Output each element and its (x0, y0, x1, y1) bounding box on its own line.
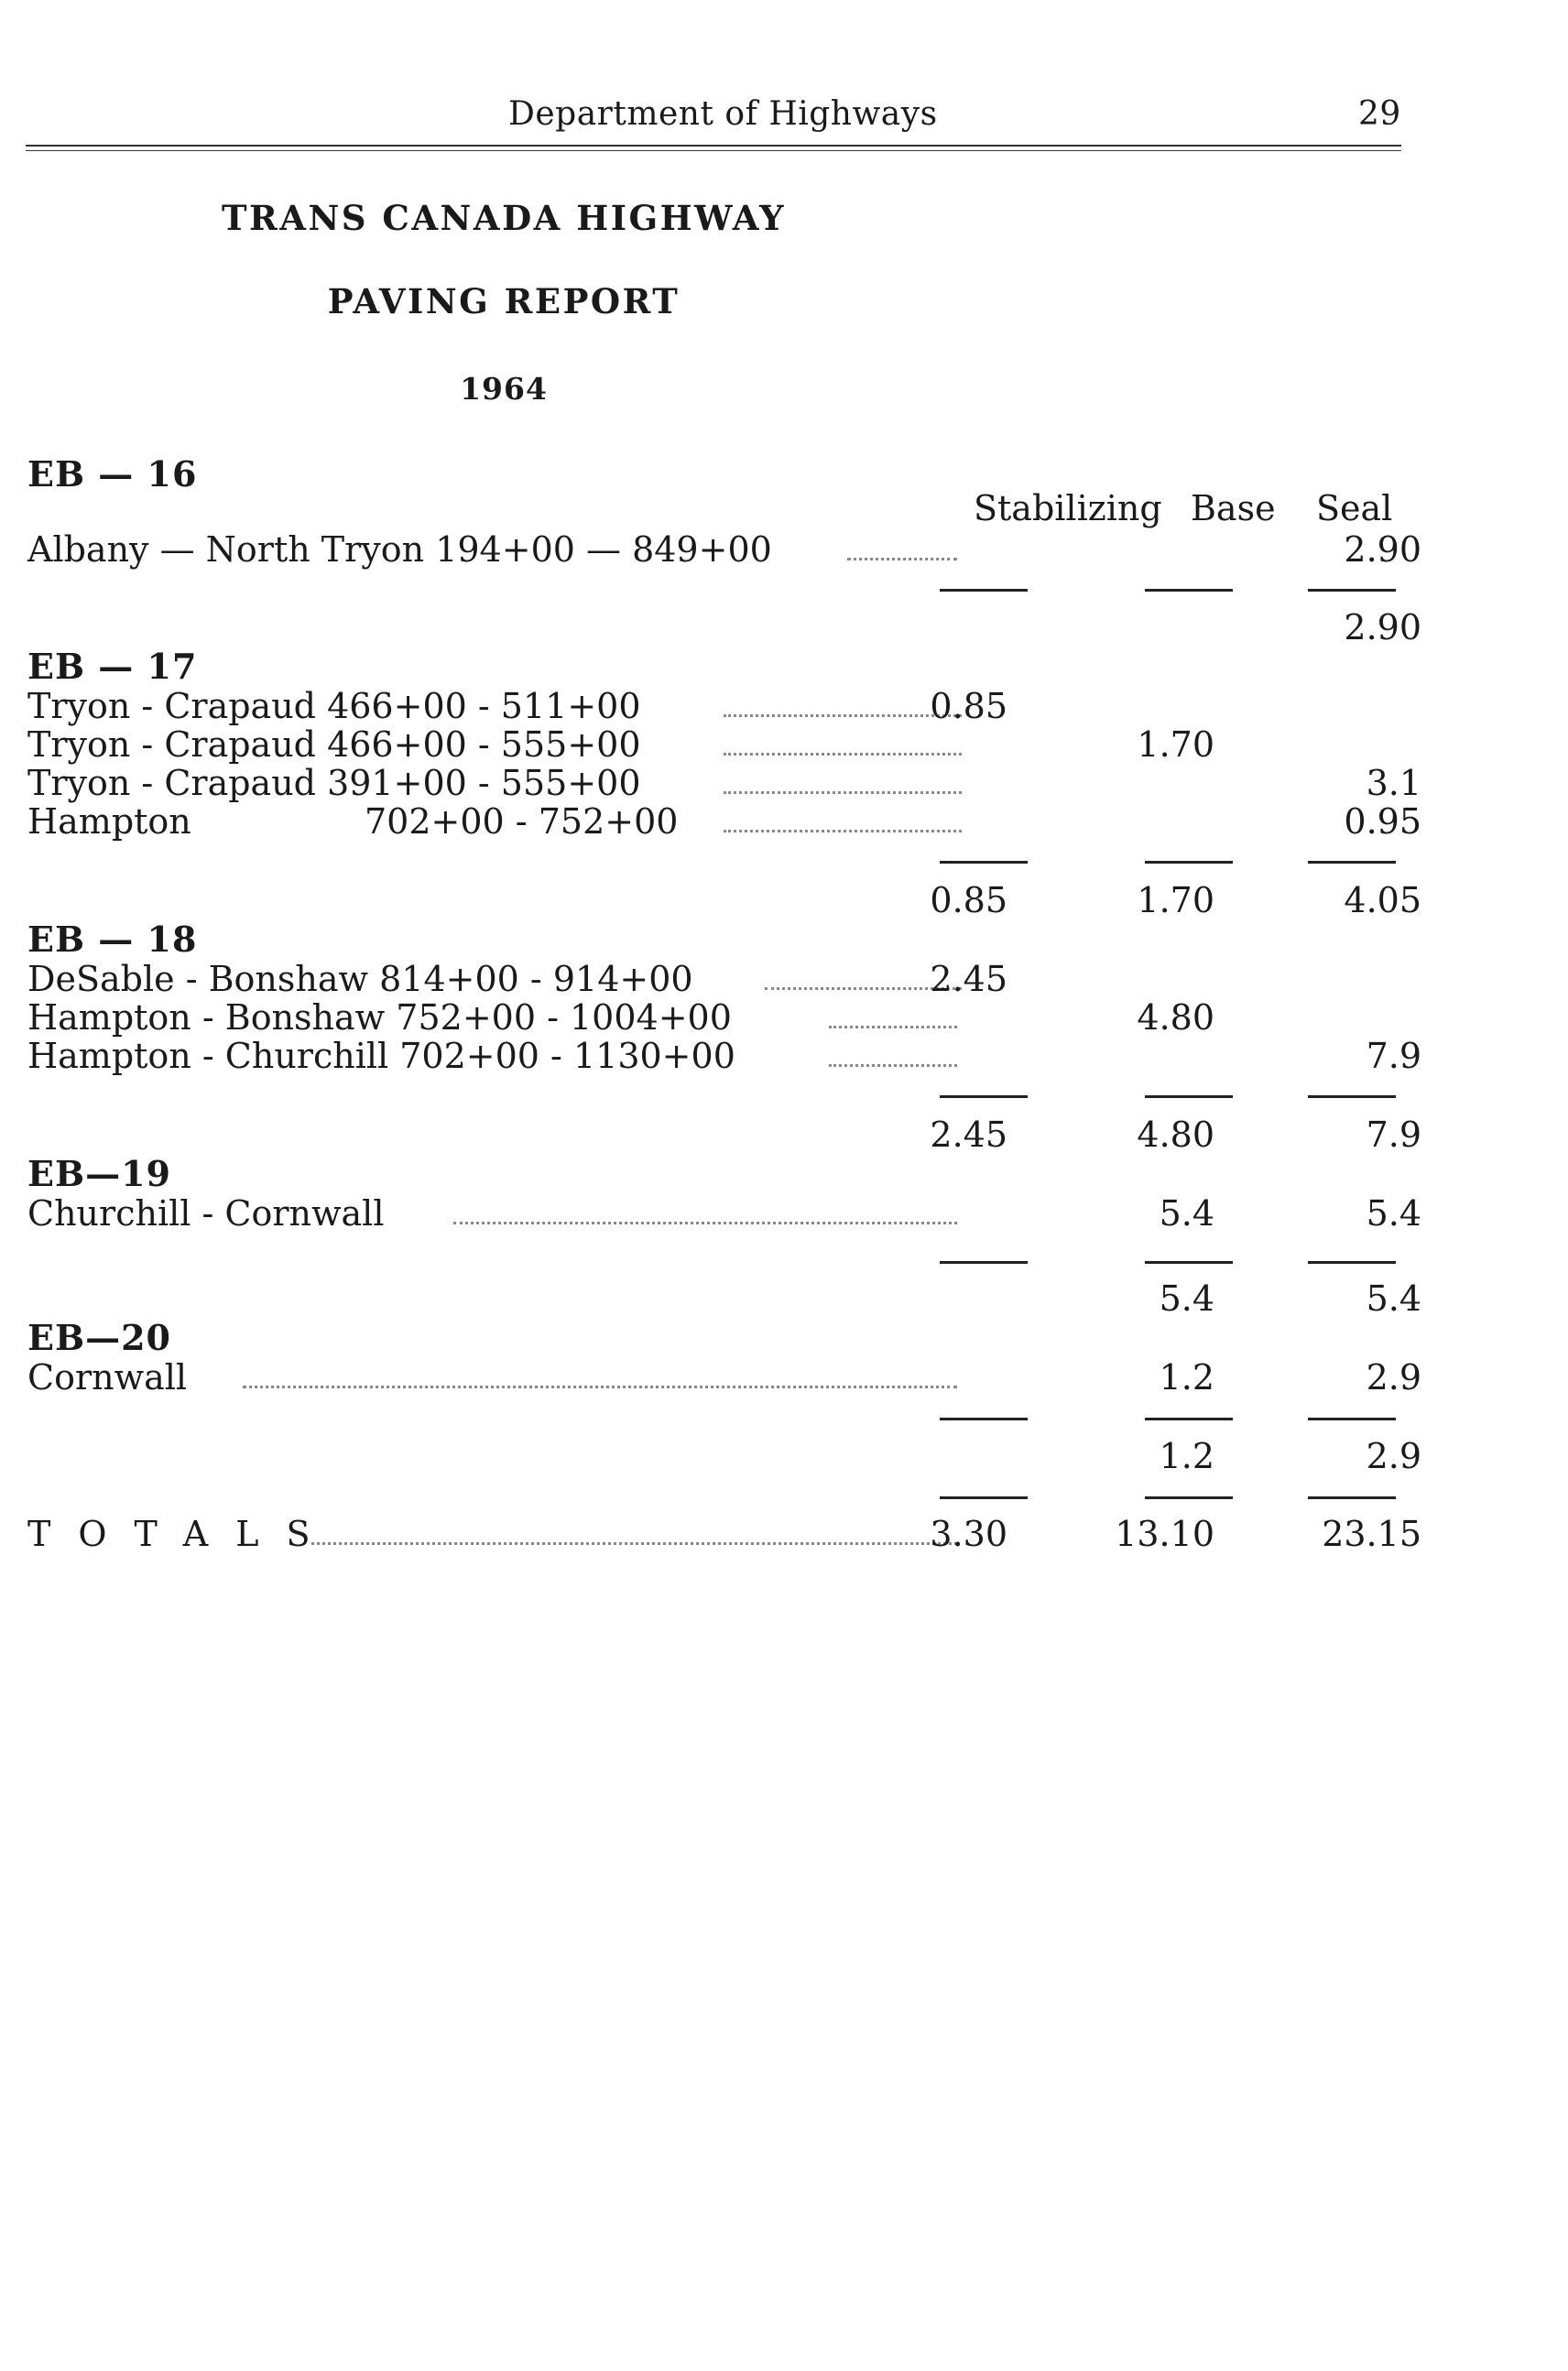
column-rule (1308, 1261, 1396, 1264)
column-rule (940, 1418, 1028, 1420)
column-rule (1308, 1418, 1396, 1420)
base-total: 13.10 (1115, 1514, 1214, 1554)
seal-total: 23.15 (1322, 1514, 1421, 1554)
base-value: 4.80 (1137, 997, 1214, 1038)
seal-value: 5.4 (1366, 1193, 1421, 1234)
dot-leader (724, 791, 962, 794)
seal-value: 7.9 (1366, 1036, 1421, 1076)
report-subtitle: PAVING REPORT (327, 281, 681, 321)
totals-label: TOTALS (27, 1514, 338, 1554)
base-value: 5.4 (1159, 1193, 1214, 1234)
seal-subtotal: 5.4 (1366, 1278, 1421, 1319)
column-rule (1308, 1095, 1396, 1098)
table-row (27, 687, 1568, 725)
subtotal-row (27, 1279, 1568, 1318)
table-row (27, 960, 1568, 998)
column-rule (940, 1095, 1028, 1098)
page-number: 29 (1358, 95, 1401, 133)
subtotal-row (27, 1437, 1568, 1475)
column-rule (940, 1261, 1028, 1264)
column-rule (940, 1496, 1028, 1499)
row-label: Tryon - Crapaud 466+00 - 555+00 (27, 724, 641, 765)
dot-leader (847, 558, 957, 560)
column-rule (1145, 589, 1233, 592)
dot-leader (453, 1222, 957, 1224)
seal-value: 0.95 (1344, 801, 1421, 842)
seal-subtotal: 2.90 (1344, 607, 1421, 647)
subtotal-row (27, 608, 1568, 647)
base-subtotal: 5.4 (1159, 1278, 1214, 1319)
stabilizing-value: 0.85 (930, 686, 1007, 726)
column-rule (940, 861, 1028, 864)
column-rule (1308, 589, 1396, 592)
seal-subtotal: 7.9 (1366, 1115, 1421, 1155)
row-label: Hampton - Churchill 702+00 - 1130+00 (27, 1036, 735, 1076)
column-rule (1145, 1095, 1233, 1098)
subtotal-row (27, 881, 1568, 919)
seal-value: 2.9 (1366, 1357, 1421, 1398)
row-label: DeSable - Bonshaw 814+00 - 914+00 (27, 959, 693, 999)
seal-subtotal: 4.05 (1344, 880, 1421, 920)
dot-leader (724, 830, 962, 832)
table-row (27, 1037, 1568, 1075)
base-value: 1.2 (1159, 1357, 1214, 1398)
base-subtotal: 1.70 (1137, 880, 1214, 920)
dot-leader (243, 1386, 957, 1388)
header-rule (26, 145, 1401, 147)
report-title: TRANS CANADA HIGHWAY (221, 198, 787, 238)
stabilizing-subtotal: 2.45 (930, 1115, 1007, 1155)
seal-value: 2.90 (1344, 529, 1421, 570)
base-subtotal: 1.2 (1159, 1436, 1214, 1476)
stabilizing-value: 2.45 (930, 959, 1007, 999)
row-label: Hampton (27, 801, 191, 842)
section-heading: EB — 18 (27, 919, 198, 960)
row-stations: 702+00 - 752+00 (365, 801, 679, 842)
column-header-seal: Seal (1316, 488, 1393, 528)
row-label: Tryon - Crapaud 391+00 - 555+00 (27, 763, 641, 803)
table-row (27, 998, 1568, 1037)
table-row (27, 725, 1568, 764)
row-label: Cornwall (27, 1357, 188, 1398)
row-label: Hampton - Bonshaw 752+00 - 1004+00 (27, 997, 732, 1038)
column-rule (1145, 1496, 1233, 1499)
column-rule (1308, 1496, 1396, 1499)
subtotal-row (27, 1115, 1568, 1154)
row-label: Albany — North Tryon 194+00 — 849+00 (27, 529, 772, 570)
dot-leader (724, 753, 962, 756)
column-rule (1145, 1261, 1233, 1264)
column-header-stabilizing: Stabilizing (974, 488, 1162, 528)
column-rule (1145, 861, 1233, 864)
dot-leader (829, 1064, 957, 1067)
stabilizing-total: 3.30 (930, 1514, 1007, 1554)
column-header-base: Base (1191, 488, 1276, 528)
row-label: Churchill - Cornwall (27, 1193, 385, 1234)
table-row (27, 530, 1568, 569)
section-heading: EB—20 (27, 1317, 171, 1358)
base-value: 1.70 (1137, 724, 1214, 765)
column-rule (940, 589, 1028, 592)
stabilizing-subtotal: 0.85 (930, 880, 1007, 920)
totals-row (27, 1515, 1568, 1553)
section-heading: EB—19 (27, 1153, 171, 1194)
header-rule-thin (26, 150, 1401, 151)
dot-leader (829, 1026, 957, 1028)
table-row (27, 1358, 1568, 1397)
seal-value: 3.1 (1366, 763, 1421, 803)
row-label: Tryon - Crapaud 466+00 - 511+00 (27, 686, 641, 726)
seal-subtotal: 2.9 (1366, 1436, 1421, 1476)
column-rule (1308, 861, 1396, 864)
table-row (27, 1194, 1568, 1233)
section-heading: EB — 17 (27, 646, 198, 687)
base-subtotal: 4.80 (1137, 1115, 1214, 1155)
table-row (27, 764, 1568, 802)
table-row (27, 802, 1568, 841)
section-heading: EB — 16 (27, 453, 198, 495)
column-rule (1145, 1418, 1233, 1420)
report-year: 1964 (460, 371, 548, 407)
running-title: Department of Highways (508, 95, 938, 133)
